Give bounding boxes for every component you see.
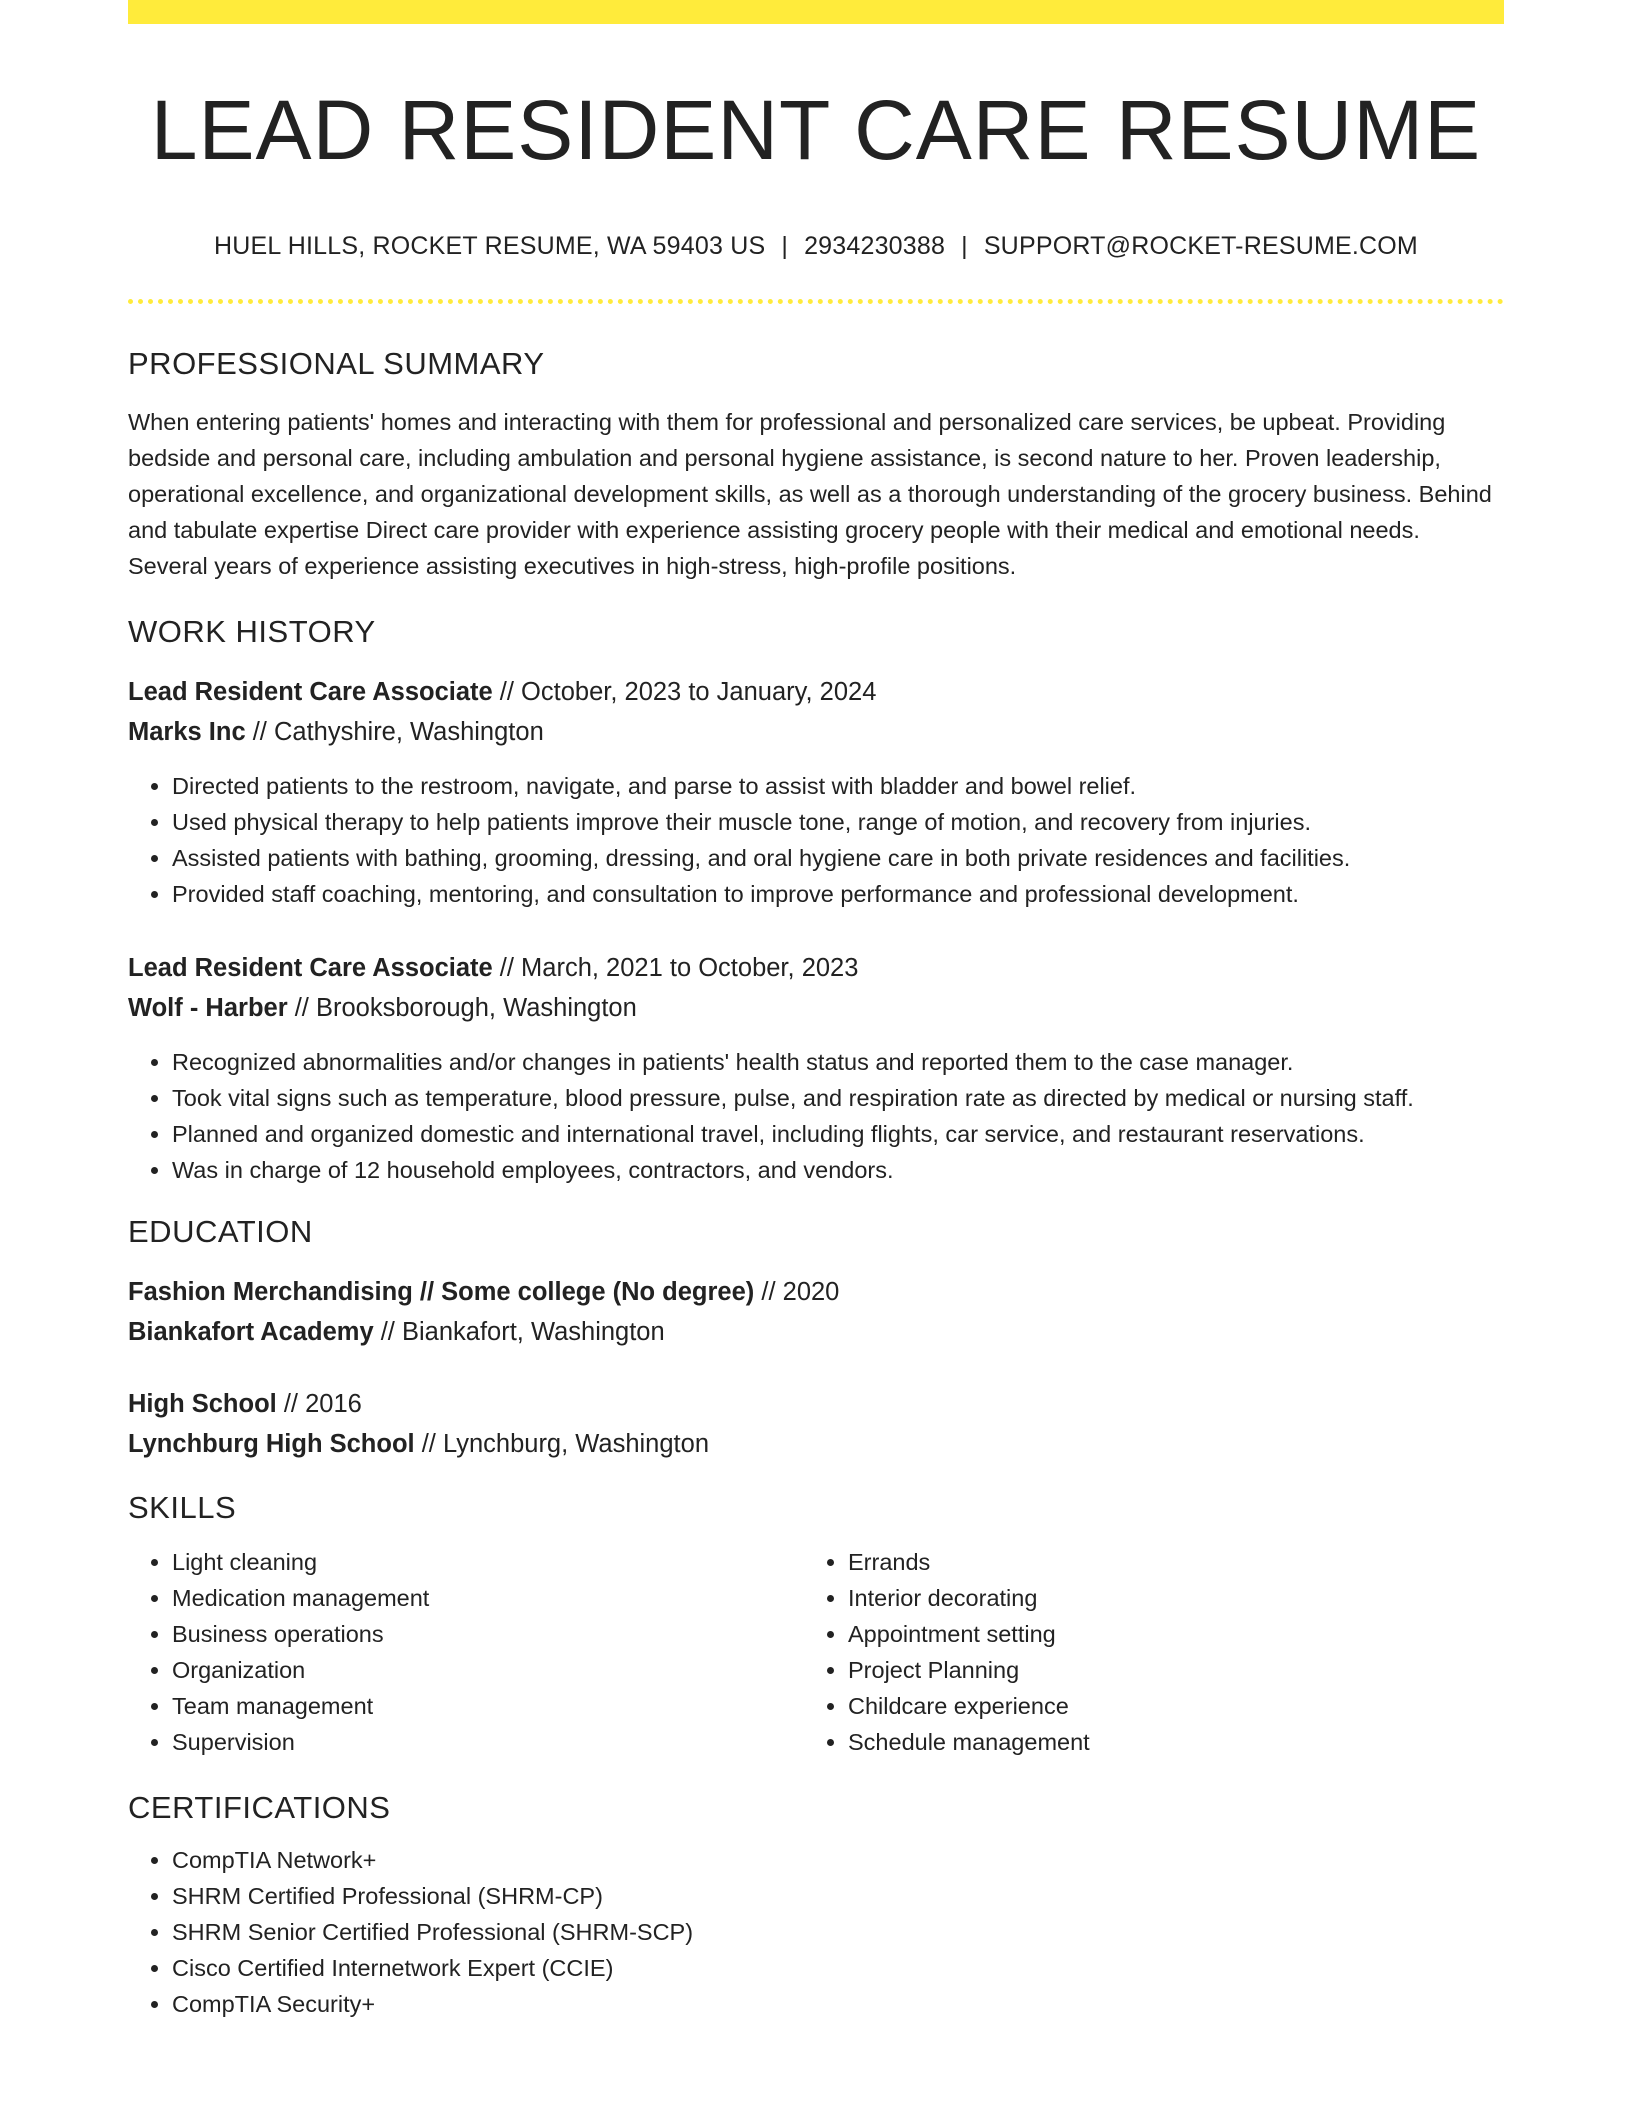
education-degree: High School: [128, 1390, 277, 1419]
education-location: // Lynchburg, Washington: [414, 1430, 709, 1459]
job-bullet: • Directed patients to the restroom, navigate, and parse to assist with bladder and bowel relief.: [172, 768, 1504, 804]
skills-column-left: [128, 1544, 804, 1760]
top-accent-bar: [128, 0, 1504, 24]
job-bullet: • Provided staff coaching, mentoring, and consultation to improve performance and professional development.: [172, 876, 1504, 912]
job-bullet: • Took vital signs such as temperature, blood pressure, pulse, and respiration rate as directed by medical or nursing staff.: [172, 1080, 1504, 1116]
job-role-line: [128, 948, 1504, 988]
skills-list: [804, 1544, 1480, 1760]
certification-item: • SHRM Certified Professional (SHRM-CP): [172, 1878, 1504, 1914]
certification-item: • CompTIA Network+: [172, 1842, 1504, 1878]
education-year: // 2020: [754, 1278, 840, 1307]
skill-item: • Errands: [848, 1544, 1480, 1580]
certification-item: • CompTIA Security+: [172, 1986, 1504, 2022]
job-entry: [128, 672, 1504, 912]
contact-separator: |: [961, 232, 968, 261]
education-school: Lynchburg High School: [128, 1430, 415, 1459]
job-company: Wolf - Harber: [128, 994, 288, 1023]
section-title-skills: SKILLS: [128, 1490, 237, 1526]
job-role: Lead Resident Care Associate: [128, 954, 493, 983]
job-bullet: • Was in charge of 12 household employees, contractors, and vendors.: [172, 1152, 1504, 1188]
job-bullets: [128, 768, 1504, 912]
contact-phone: 2934230388: [804, 232, 946, 261]
skill-item: • Organization: [172, 1652, 804, 1688]
section-title-work-history: WORK HISTORY: [128, 614, 376, 650]
skill-item: • Childcare experience: [848, 1688, 1480, 1724]
certifications-list: [128, 1842, 1504, 2022]
education-degree-line: [128, 1272, 1504, 1312]
certification-item: • SHRM Senior Certified Professional (SHRM-SCP): [172, 1914, 1504, 1950]
skill-item: • Project Planning: [848, 1652, 1480, 1688]
job-bullet: • Used physical therapy to help patients improve their muscle tone, range of motion, and recovery from injuries.: [172, 804, 1504, 840]
contact-email: SUPPORT@ROCKET-RESUME.COM: [983, 232, 1418, 261]
job-role: Lead Resident Care Associate: [128, 678, 493, 707]
section-title-summary: PROFESSIONAL SUMMARY: [128, 346, 545, 382]
section-title-education: EDUCATION: [128, 1214, 313, 1250]
job-dates: // March, 2021 to October, 2023: [492, 954, 859, 983]
section-title-certifications: CERTIFICATIONS: [128, 1790, 391, 1826]
job-bullet: • Assisted patients with bathing, grooming, dressing, and oral hygiene care in both private residences and facilities.: [172, 840, 1504, 876]
resume-title: LEAD RESIDENT CARE RESUME: [150, 83, 1482, 177]
education-entry: [128, 1384, 1504, 1464]
education-location: // Biankafort, Washington: [373, 1318, 665, 1347]
job-bullets: [128, 1044, 1504, 1188]
skill-item: • Schedule management: [848, 1724, 1480, 1760]
skill-item: • Business operations: [172, 1616, 804, 1652]
education-school: Biankafort Academy: [128, 1318, 374, 1347]
contact-line: [128, 232, 1504, 261]
education-year: // 2016: [276, 1390, 362, 1419]
skill-item: • Supervision: [172, 1724, 804, 1760]
skill-item: • Team management: [172, 1688, 804, 1724]
contact-address: HUEL HILLS, ROCKET RESUME, WA 59403 US: [214, 232, 766, 261]
dotted-divider: [128, 299, 1504, 304]
contact-separator: |: [781, 232, 789, 261]
skill-item: • Light cleaning: [172, 1544, 804, 1580]
skills-list: [128, 1544, 804, 1760]
job-dates: // October, 2023 to January, 2024: [492, 678, 877, 707]
job-location: // Cathyshire, Washington: [245, 718, 544, 747]
education-school-line: [128, 1312, 1504, 1352]
education-school-line: [128, 1424, 1504, 1464]
job-company-line: [128, 988, 1504, 1028]
skills-grid: [128, 1544, 1504, 1760]
job-location: // Brooksborough, Washington: [287, 994, 637, 1023]
certification-item: • Cisco Certified Internetwork Expert (CCIE): [172, 1950, 1504, 1986]
job-entry: [128, 948, 1504, 1188]
skills-column-right: [804, 1544, 1480, 1760]
job-bullet: • Recognized abnormalities and/or changes in patients' health status and reported them to the case manager.: [172, 1044, 1504, 1080]
education-degree: Fashion Merchandising // Some college (No degree): [128, 1278, 755, 1307]
job-bullet: • Planned and organized domestic and international travel, including flights, car service, and restaurant reservations.: [172, 1116, 1504, 1152]
skill-item: • Appointment setting: [848, 1616, 1480, 1652]
job-company: Marks Inc: [128, 718, 246, 747]
summary-text: When entering patients' homes and interacting with them for professional and personalized care services, be upbeat. Providing bedside and personal care, including ambulation and personal hygiene assistance, is second nature to her. Proven leadership, operational excellence, and organizational development skills, as well as a thorough understanding of the grocery business. Behind and tabulate expertise Direct care provider with experience assisting grocery people with their medical and emotional needs. Several years of experience assisting executives in high-stress, high-profile positions.: [128, 409, 1492, 580]
skill-item: • Interior decorating: [848, 1580, 1480, 1616]
education-degree-line: [128, 1384, 1504, 1424]
education-entry: [128, 1272, 1504, 1352]
resume-page: [128, 0, 1504, 2022]
skill-item: • Medication management: [172, 1580, 804, 1616]
job-company-line: [128, 712, 1504, 752]
job-role-line: [128, 672, 1504, 712]
